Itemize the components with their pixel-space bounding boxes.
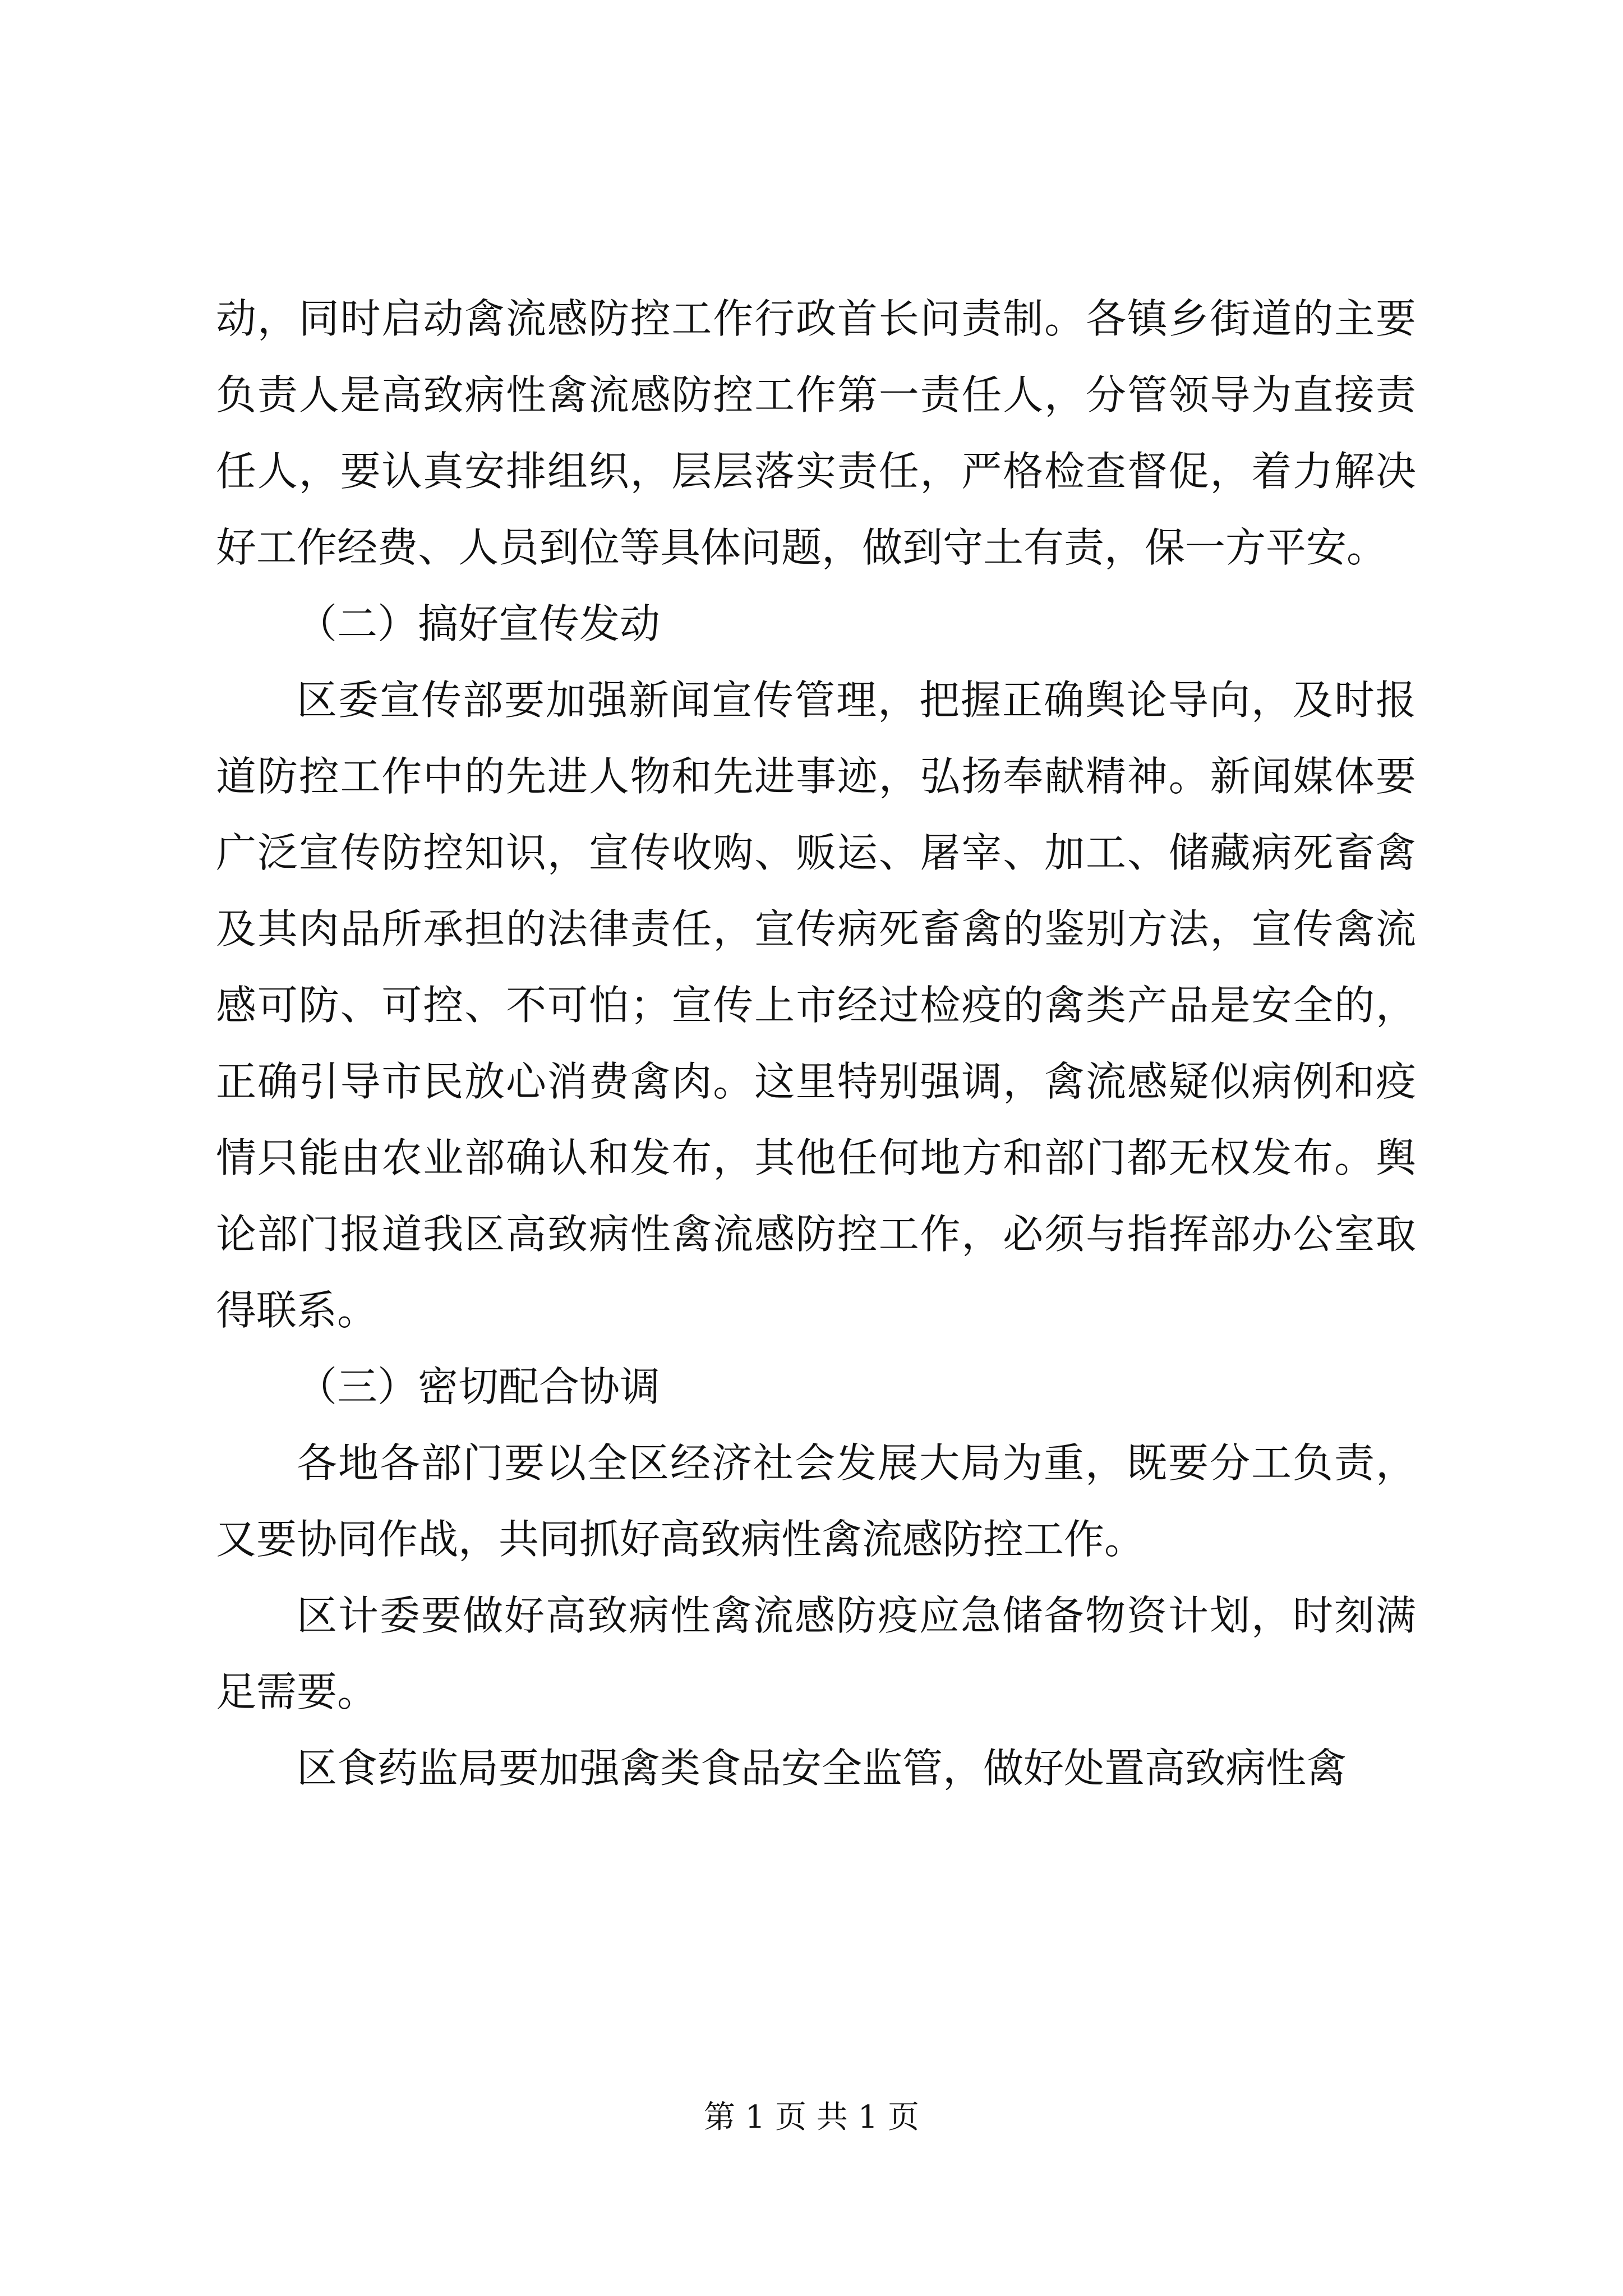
- paragraph-food-drug-bureau: 区食药监局要加强禽类食品安全监管，做好处置高致病性禽: [297, 1745, 1347, 1792]
- paragraph-planning-committee: 区计委要做好高致病性禽流感防疫应急储备物资计划，时刻满足需要。: [216, 1592, 1416, 1715]
- section-heading-3: （三）密切配合协调: [297, 1363, 661, 1410]
- paragraph-coordination: 各地各部门要以全区经济社会发展大局为重，既要分工负责，又要协同作战，共同抓好高致病性禽流感防控工作。: [216, 1439, 1416, 1563]
- page-footer: 第 1 页 共 1 页: [703, 2099, 920, 2136]
- document-body: [216, 280, 1416, 1806]
- section-heading-2: （二）搞好宣传发动: [297, 600, 661, 647]
- paragraph-publicity: 区委宣传部要加强新闻宣传管理，把握正确舆论导向，及时报道防控工作中的先进人物和先进事迹，弘扬奉献精神。新闻媒体要广泛宣传防控知识，宣传收购、贩运、屠宰、加工、储藏病死畜禽及其肉品所承担的法律责任，宣传病死畜禽的鉴别方法，宣传禽流感可防、可控、不可怕；宣传上市经过检疫的禽类产品是安全的，正确引导市民放心消费禽肉。这里特别强调，禽流感疑似病例和疫情只能由农业部确认和发布，其他任何地方和部门都无权发布。舆论部门报道我区高致病性禽流感防控工作，必须与指挥部办公室取得联系。: [216, 677, 1416, 1334]
- paragraph-continuation: 动，同时启动禽流感防控工作行政首长问责制。各镇乡街道的主要负责人是高致病性禽流感防控工作第一责任人，分管领导为直接责任人，要认真安排组织，层层落实责任，严格检查督促，着力解决好工作经费、人员到位等具体问题，做到守土有责，保一方平安。: [216, 295, 1416, 571]
